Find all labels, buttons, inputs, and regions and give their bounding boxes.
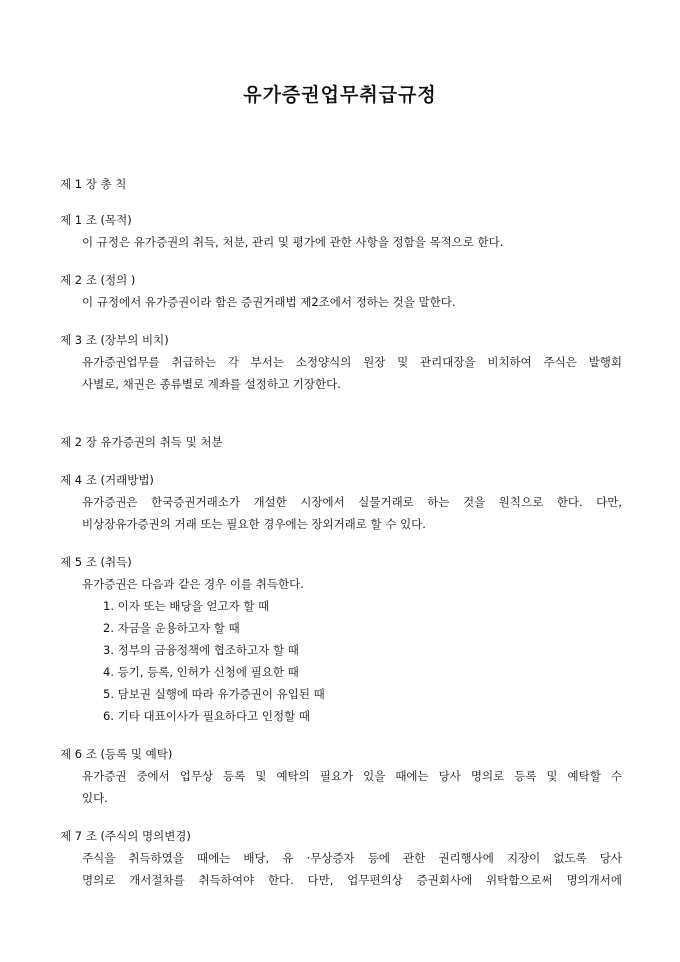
article-3-heading: 제 3 조 (장부의 비치) xyxy=(60,333,169,347)
article-4-text-line-2: 비상장유가증권의 거래 또는 필요한 경우에는 장외거래로 할 수 있다. xyxy=(82,517,426,531)
article-5-item: 3. 정부의 금융정책에 협조하고자 할 때 xyxy=(103,643,299,657)
article-5-item: 1. 이자 또는 배당을 얻고자 할 때 xyxy=(103,599,270,613)
article-2-heading: 제 2 조 (정의 ) xyxy=(60,273,136,287)
article-6-text-line-1: 유가증권 중에서 업무상 등록 및 예탁의 필요가 있을 때에는 당사 명의로 등록 및 예탁할 수 xyxy=(82,769,622,783)
article-4-text-line-1: 유가증권은 한국증권거래소가 개설한 시장에서 실물거래로 하는 것을 원칙으로 한다. 다만, xyxy=(82,495,622,509)
article-5-text: 유가증권은 다음과 같은 경우 이를 취득한다. xyxy=(82,577,304,591)
chapter-2-heading: 제 2 장 유가증권의 취득 및 처분 xyxy=(60,435,223,449)
article-3-text-line-1: 유가증권업무를 취급하는 각 부서는 소정양식의 원장 및 관리대장을 비치하여 주식은 발행회 xyxy=(82,355,622,369)
article-4-heading: 제 4 조 (거래방법) xyxy=(60,473,154,487)
article-5-item: 5. 담보권 실행에 따라 유가증권이 유입된 때 xyxy=(103,687,325,701)
article-7-heading: 제 7 조 (주식의 명의변경) xyxy=(60,829,191,843)
article-6-text-line-2: 있다. xyxy=(82,791,108,805)
article-7-text-line-2: 명의로 개서절차를 취득하여야 한다. 다만, 업무편의상 증권회사에 위탁함으로써 명의개서에 xyxy=(82,873,622,887)
article-6-heading: 제 6 조 (등록 및 예탁) xyxy=(60,747,173,761)
article-1-text: 이 규정은 유가증권의 취득, 처분, 관리 및 평가에 관한 사항을 정함을 목적으로 한다. xyxy=(82,235,504,249)
article-5-item: 4. 등기, 등록, 인허가 신청에 필요한 때 xyxy=(103,665,299,679)
document-title: 유가증권업무취급규정 xyxy=(243,84,437,106)
article-5-heading: 제 5 조 (취득) xyxy=(60,555,132,569)
article-2-text: 이 규정에서 유가증권이라 함은 증권거래법 제2조에서 정하는 것을 말한다. xyxy=(82,295,456,309)
article-1-heading: 제 1 조 (목적) xyxy=(60,213,132,227)
article-5-item: 2. 자금을 운용하고자 할 때 xyxy=(103,621,240,635)
article-3-text-line-2: 사별로, 채권은 종류별로 계좌를 설정하고 기장한다. xyxy=(82,377,341,391)
article-7-text-line-1: 주식을 취득하였을 때에는 배당, 유 ·무상증자 등에 관한 권리행사에 지장이 없도록 당사 xyxy=(82,851,622,865)
chapter-1-heading: 제 1 장 총 칙 xyxy=(60,177,127,191)
article-5-item: 6. 기타 대표이사가 필요하다고 인정할 때 xyxy=(103,709,310,723)
